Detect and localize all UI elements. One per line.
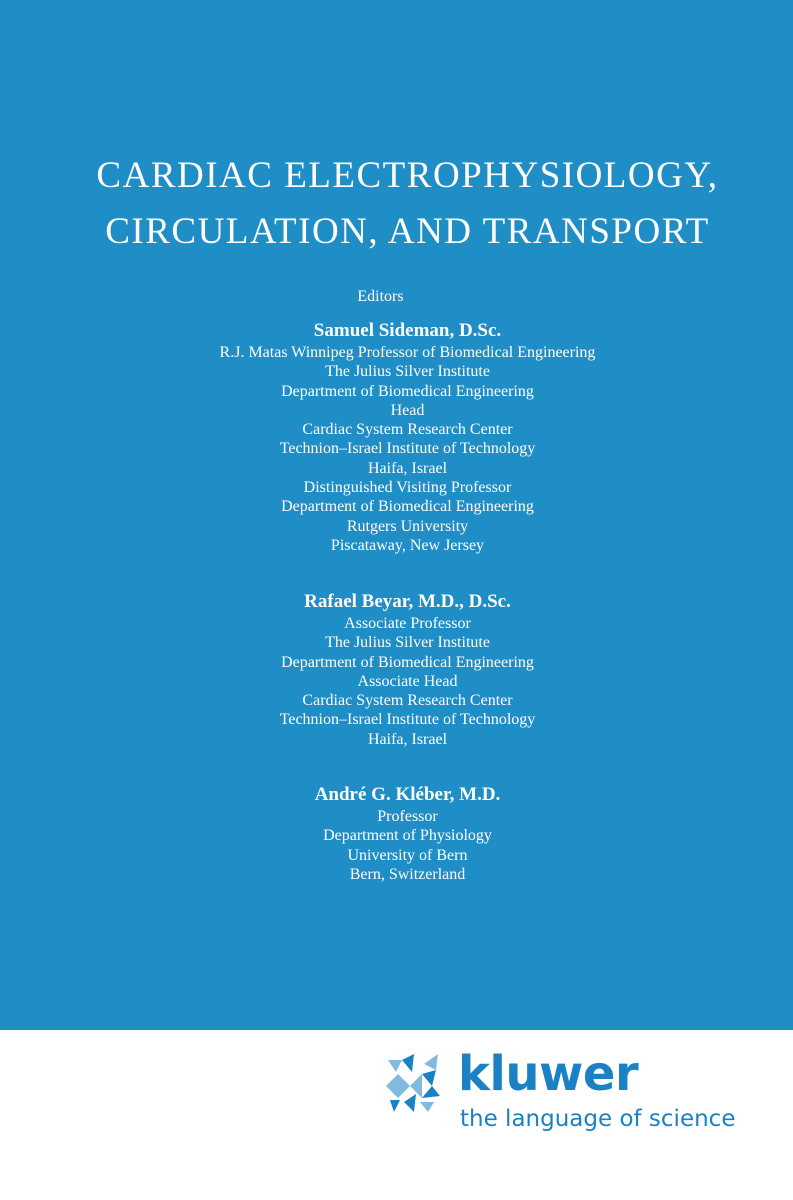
editor-affiliation-line: Piscataway, New Jersey — [330, 536, 485, 554]
editor-affiliation-line: Cardiac System Research Center — [302, 692, 513, 710]
editor-affiliation-line: Bern, Switzerland — [349, 865, 466, 883]
editor-affiliation-line: Haifa, Israel — [367, 459, 448, 477]
editor-affiliation-line: Department of Biomedical Engineering — [281, 498, 534, 516]
kluwer-bird-logo-icon — [384, 1052, 446, 1114]
editors-label: Editors — [357, 288, 404, 305]
editor-name: Rafael Beyar, M.D., D.Sc. — [304, 591, 511, 612]
book-title-line-2: CIRCULATION, AND TRANSPORT — [105, 211, 710, 252]
editor-affiliation-line: Department of Physiology — [323, 827, 492, 845]
publisher-tagline: the language of science — [460, 1106, 736, 1132]
editor-affiliation-line: Department of Biomedical Engineering — [281, 653, 534, 671]
editor-affiliation-line: The Julius Silver Institute — [325, 363, 490, 381]
editor-affiliation-line: Haifa, Israel — [367, 730, 448, 748]
editor-affiliation-line: University of Bern — [347, 846, 468, 864]
editor-affiliation-line: R.J. Matas Winnipeg Professor of Biomedical Engineering — [219, 344, 596, 361]
editor-affiliation-line: Associate Professor — [344, 615, 471, 632]
editor-affiliation-line: The Julius Silver Institute — [325, 634, 490, 652]
editor-affiliation-line: Technion–Israel Institute of Technology — [279, 711, 536, 729]
editor-affiliation-line: Professor — [377, 808, 438, 825]
editor-affiliation-line: Head — [390, 401, 425, 419]
editor-affiliation-line: Associate Head — [357, 672, 458, 690]
publisher-name: kluwer — [458, 1046, 639, 1102]
editor-name: André G. Kléber, M.D. — [314, 784, 501, 805]
editor-block-kleber — [0, 783, 793, 884]
editor-affiliation-line: Rutgers University — [346, 517, 469, 535]
editor-affiliation-line: Distinguished Visiting Professor — [303, 479, 512, 497]
editor-affiliation-line: Cardiac System Research Center — [302, 421, 513, 439]
editor-affiliation-line: Department of Biomedical Engineering — [281, 382, 534, 400]
editor-block-beyar — [0, 590, 793, 749]
editor-affiliation-line: Technion–Israel Institute of Technology — [279, 440, 536, 458]
editor-name: Samuel Sideman, D.Sc. — [313, 320, 502, 341]
book-title-line-1: CARDIAC ELECTROPHYSIOLOGY, — [96, 155, 719, 196]
editor-block-sideman — [0, 319, 793, 555]
